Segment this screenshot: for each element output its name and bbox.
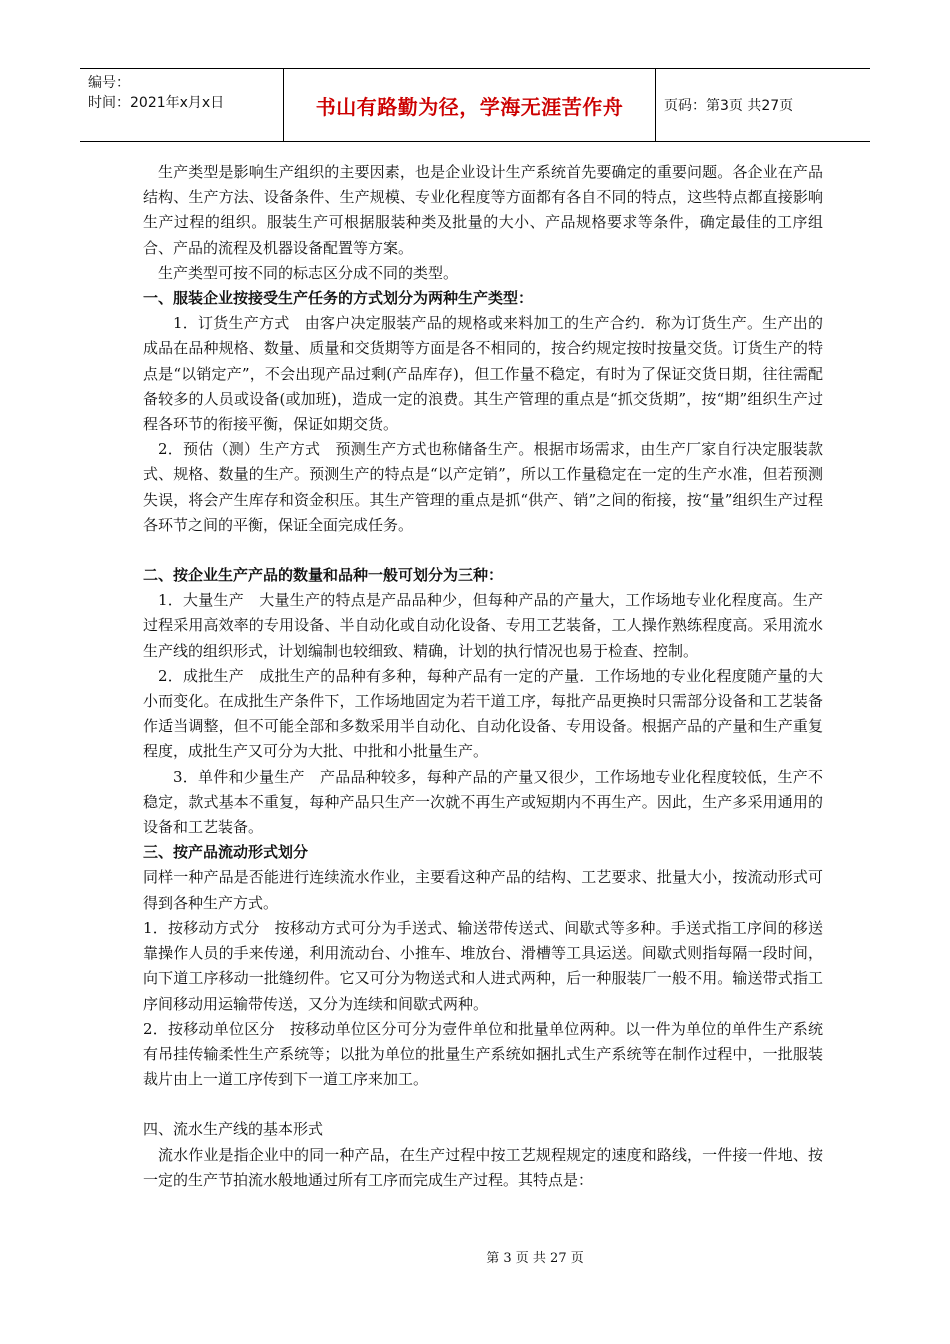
document-header <box>80 68 870 142</box>
date-label: 时间：2021年x月x日 <box>88 95 225 111</box>
header-meta <box>80 69 284 141</box>
section-heading: 二、按企业生产产品的数量和品种一般可划分为三种： <box>143 566 504 585</box>
body-paragraph: 3．单件和少量生产 产品品种较多，每种产品的产量又很少，工作场地专业化程度较低，生产不稳定，款式基本不重复，每种产品只生产一次就不再生产或短期内不再生产。因此，生产多采用通用的设备和工艺装备。 <box>143 767 823 837</box>
body-paragraph: 生产类型是影响生产组织的主要因素，也是企业设计生产系统首先要确定的重要问题。各企业在产品结构、生产方法、设备条件、生产规模、专业化程度等方面都有各自不同的特点，这些特点都直接影响生产过程的组织。服装生产可根据服装种类及批量的大小、产品规格要求等条件，确定最佳的工序组合、产品的流程及机器设备配置等方案。 <box>143 163 823 257</box>
body-paragraph: 2．按移动单位区分 按移动单位区分可分为壹件单位和批量单位两种。以一件为单位的单件生产系统有吊挂传输柔性生产系统等；以批为单位的批量生产系统如捆扎式生产系统等在制作过程中，一批服装裁片由上一道工序传到下一道工序来加工。 <box>143 1019 823 1089</box>
body-paragraph: 同样一种产品是否能进行连续流水作业，主要看这种产品的结构、工艺要求、批量大小，按流动形式可得到各种生产方式。 <box>143 868 823 912</box>
body-paragraph: 1．订货生产方式 由客户决定服装产品的规格或来料加工的生产合约．称为订货生产。生产出的成品在品种规格、数量、质量和交货期等方面是各不相同的，按合约规定按时按量交货。订货生产的特点是“以销定产”，不会出现产品过剩(产品库存)，但工作量不稳定，有时为了保证交货日期，往往需配备较多的人员或设备(或加班)，造成一定的浪费。其生产管理的重点是“抓交货期”，按“期”组织生产过程各环节的衔接平衡，保证如期交货。 <box>143 314 823 434</box>
document-body <box>143 160 823 1193</box>
page-footer: 第 3 页 共 27 页 <box>486 1251 584 1266</box>
header-page-info: 页码：第3页 共27页 <box>664 98 794 114</box>
header-motto: 书山有路勤为径，学海无涯苦作舟 <box>284 69 656 141</box>
body-paragraph: 四、流水生产线的基本形式 <box>143 1120 324 1139</box>
body-paragraph: 1．按移动方式分 按移动方式可分为手送式、输送带传送式、间歇式等多种。手送式指工序间的移送靠操作人员的手来传递，利用流动台、小推车、堆放台、滑槽等工具运送。间歇式则指每隔一段时间，向下道工序移动一批缝纫件。它又可分为物送式和人进式两种，后一种服装厂一般不用。输送带式指工序间移动用运输带传送，又分为连续和间歇式两种。 <box>143 918 823 1013</box>
section-heading: 一、服装企业按接受生产任务的方式划分为两种生产类型： <box>143 289 534 308</box>
body-paragraph: 流水作业是指企业中的同一种产品，在生产过程中按工艺规程规定的速度和路线，一件接一件地、按一定的生产节拍流水般地通过所有工序而完成生产过程。其特点是： <box>143 1145 823 1189</box>
body-paragraph: 2．成批生产 成批生产的品种有多种，每种产品有一定的产量．工作场地的专业化程度随产量的大小而变化。在成批生产条件下，工作场地固定为若干道工序，每批产品更换时只需部分设备和工艺装备作适当调整，但不可能全部和多数采用半自动化、自动化设备、专用设备。根据产品的产量和生产重复程度，成批生产又可分为大批、中批和小批量生产。 <box>143 666 823 761</box>
body-paragraph: 1．大量生产 大量生产的特点是产品品种少，但每种产品的产量大，工作场地专业化程度高。生产过程采用高效率的专用设备、半自动化或自动化设备、专用工艺装备，工人操作熟练程度高。采用流水生产线的组织形式，计划编制也较细致、精确，计划的执行情况也易于检查、控制。 <box>143 591 823 660</box>
section-heading: 三、按产品流动形式划分 <box>143 843 309 862</box>
blank-line <box>143 538 823 563</box>
body-paragraph: 2．预估（测）生产方式 预测生产方式也称储备生产。根据市场需求，由生产厂家自行决定服装款式、规格、数量的生产。预测生产的特点是“以产定销”，所以工作量稳定在一定的生产水准，但若预测失误，将会产生库存和资金积压。其生产管理的重点是抓“供产、销”之间的衔接，按“量”组织生产过程各环节之间的平衡，保证全面完成任务。 <box>143 440 823 534</box>
number-label: 编号： <box>88 75 130 91</box>
body-paragraph: 生产类型可按不同的标志区分成不同的类型。 <box>158 263 459 282</box>
blank-line <box>143 1092 823 1117</box>
